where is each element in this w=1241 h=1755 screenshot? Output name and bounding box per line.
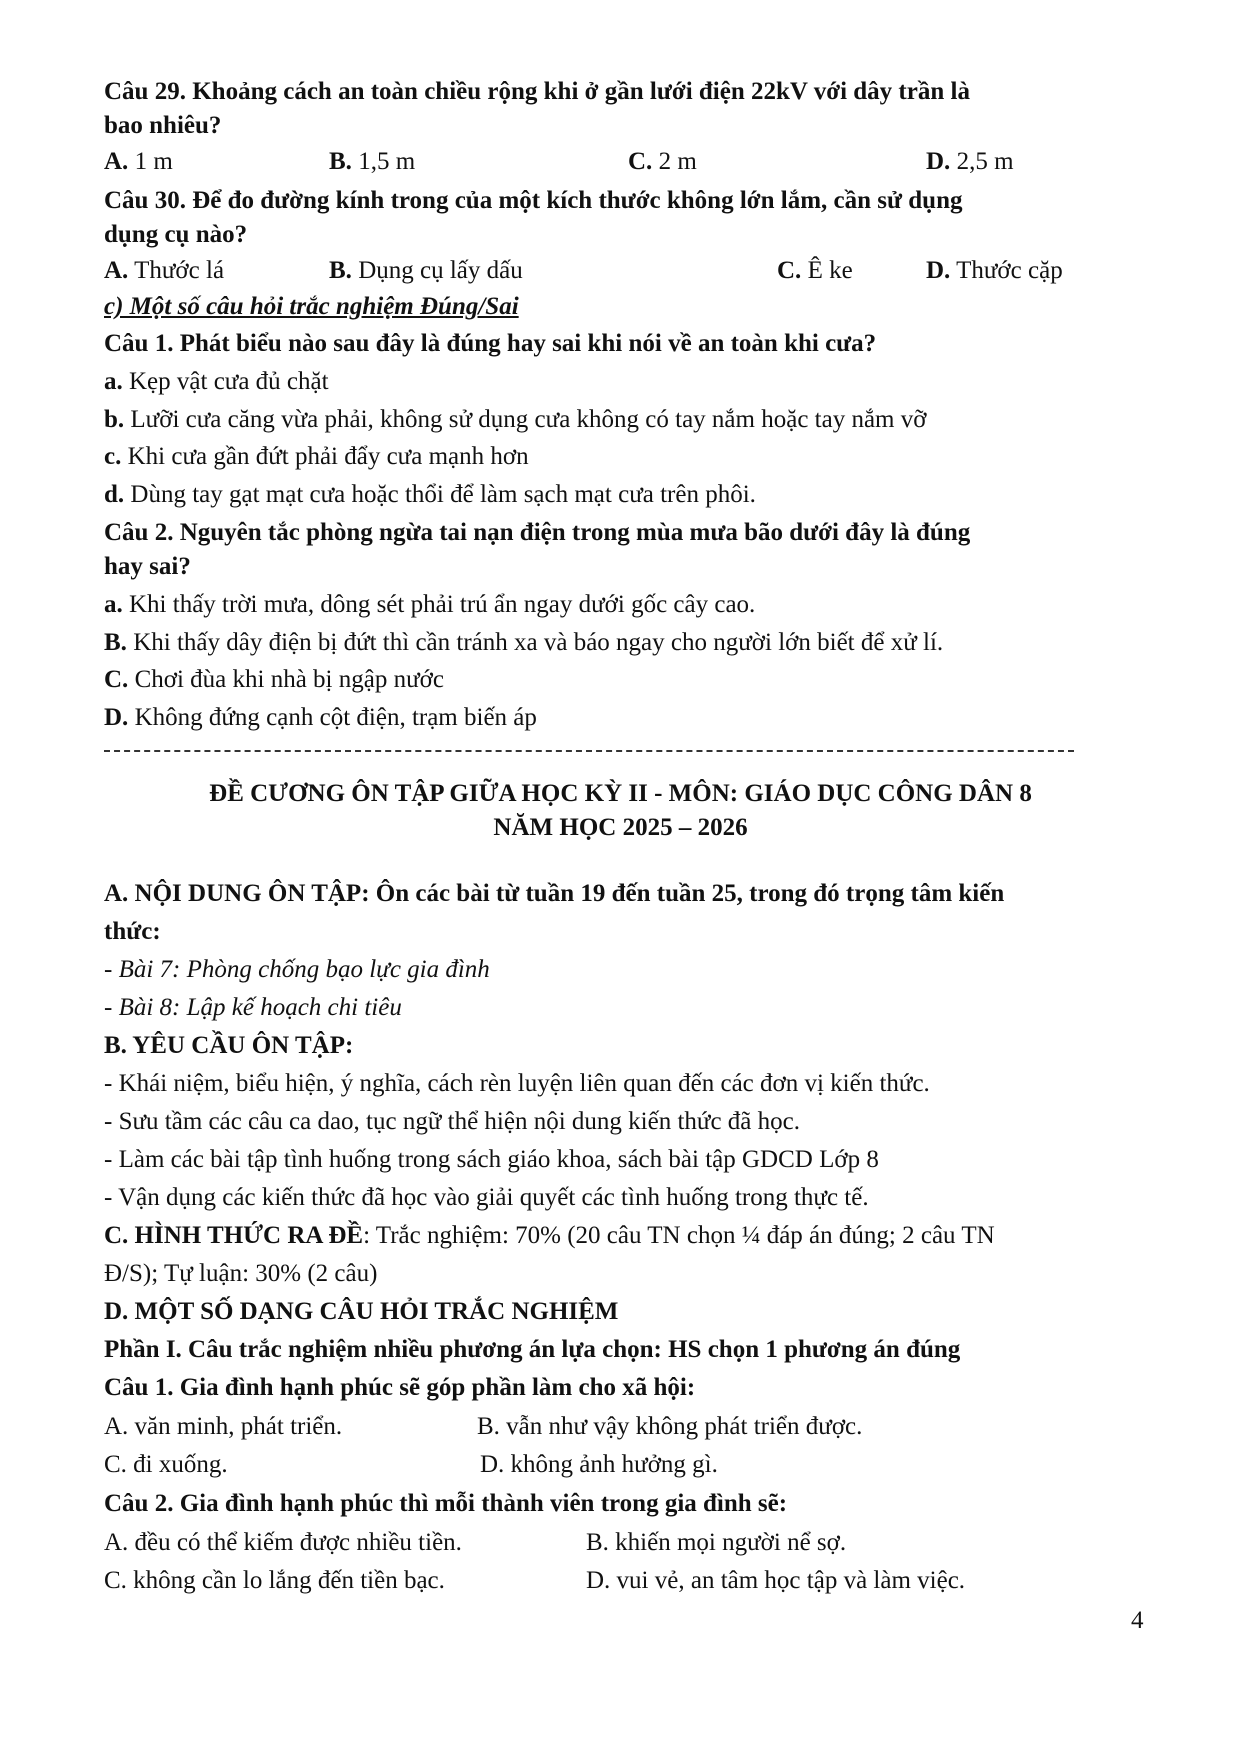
option-d: D. 2,5 m <box>926 148 1014 175</box>
option-c: C. không cần lo lắng đến tiền bạc. <box>104 1567 445 1594</box>
question-29 <box>104 76 970 108</box>
question-text: Khoảng cách an toàn chiều rộng khi ở gần lưới điện 22kV với dây trần là <box>185 78 970 105</box>
tf-question-2-cont: hay sai? <box>104 553 191 580</box>
option-c: C. đi xuống. <box>104 1451 228 1478</box>
requirement-item: - Làm các bài tập tình huống trong sách giáo khoa, sách bài tập GDCD Lớp 8 <box>104 1146 879 1173</box>
lesson-item: - Bài 7: Phòng chống bạo lực gia đình <box>104 956 490 983</box>
section-c-format-cont: Đ/S); Tự luận: 30% (2 câu) <box>104 1260 378 1287</box>
requirement-item: - Vận dụng các kiến thức đã học vào giải quyết các tình huống trong thực tế. <box>104 1184 869 1211</box>
option-b: B. 1,5 m <box>329 148 416 175</box>
option-d: D. không ảnh hưởng gì. <box>480 1451 718 1478</box>
tf-item-c: c. Khi cưa gần đứt phải đẩy cưa mạnh hơn <box>104 443 529 470</box>
requirement-item: - Khái niệm, biểu hiện, ý nghĩa, cách rèn luyện liên quan đến các đơn vị kiến thức. <box>104 1070 930 1097</box>
dashed-divider <box>104 750 1074 752</box>
tf-item-d: D. Không đứng cạnh cột điện, trạm biến áp <box>104 704 537 731</box>
option-d: D. vui vẻ, an tâm học tập và làm việc. <box>586 1567 966 1594</box>
option-a: A. Thước lá <box>104 257 225 284</box>
option-b: B. Dụng cụ lấy dấu <box>329 257 523 284</box>
mc-question-1: Câu 1. Gia đình hạnh phúc sẽ góp phần làm cho xã hội: <box>104 1374 696 1401</box>
page-number: 4 <box>1131 1607 1144 1634</box>
tf-question-2: Câu 2. Nguyên tắc phòng ngừa tai nạn điện trong mùa mưa bão dưới đây là đúng <box>104 519 971 546</box>
option-a: A. đều có thể kiếm được nhiều tiền. <box>104 1529 462 1556</box>
question-30 <box>104 185 963 217</box>
requirement-item: - Sưu tầm các câu ca dao, tục ngữ thể hiện nội dung kiến thức đã học. <box>104 1108 800 1135</box>
option-c: C. Ê ke <box>777 257 853 284</box>
section-b-title: B. YÊU CẦU ÔN TẬP: <box>104 1032 354 1059</box>
question-label: Câu 29. <box>104 78 186 105</box>
section-a-title-cont: thức: <box>104 918 161 945</box>
tf-item-c: C. Chơi đùa khi nhà bị ngập nước <box>104 666 444 693</box>
question-text: Để đo đường kính trong của một kích thước không lớn lắm, cần sử dụng <box>185 187 963 214</box>
tf-question-1: Câu 1. Phát biểu nào sau đây là đúng hay sai khi nói về an toàn khi cưa? <box>104 330 877 357</box>
option-a: A. 1 m <box>104 148 173 175</box>
mc-question-2: Câu 2. Gia đình hạnh phúc thì mỗi thành viên trong gia đình sẽ: <box>104 1490 788 1517</box>
section-d-title: D. MỘT SỐ DẠNG CÂU HỎI TRẮC NGHIỆM <box>104 1298 619 1325</box>
question-text-cont: bao nhiêu? <box>104 112 222 139</box>
school-year: NĂM HỌC 2025 – 2026 <box>493 814 748 841</box>
part-1-title: Phần I. Câu trắc nghiệm nhiều phương án lựa chọn: HS chọn 1 phương án đúng <box>104 1336 961 1363</box>
section-c-title: c) Một số câu hỏi trắc nghiệm Đúng/Sai <box>104 293 519 320</box>
tf-item-b: b. Lưỡi cưa căng vừa phải, không sử dụng cưa không có tay nắm hoặc tay nắm vỡ <box>104 406 927 433</box>
option-a: A. văn minh, phát triển. <box>104 1413 343 1440</box>
tf-item-d: d. Dùng tay gạt mạt cưa hoặc thổi để làm sạch mạt cưa trên phôi. <box>104 481 756 508</box>
page-title: ĐỀ CƯƠNG ÔN TẬP GIỮA HỌC KỲ II - MÔN: GIÁO DỤC CÔNG DÂN 8 <box>209 780 1032 807</box>
option-c: C. 2 m <box>628 148 697 175</box>
section-c-format: C. HÌNH THỨC RA ĐỀ: Trắc nghiệm: 70% (20 câu TN chọn ¼ đáp án đúng; 2 câu TN <box>104 1222 995 1249</box>
lesson-item: - Bài 8: Lập kế hoạch chi tiêu <box>104 994 402 1021</box>
section-a-title: A. NỘI DUNG ÔN TẬP: Ôn các bài từ tuần 19 đến tuần 25, trong đó trọng tâm kiến <box>104 880 1005 907</box>
tf-item-a: a. Khi thấy trời mưa, dông sét phải trú ẩn ngay dưới gốc cây cao. <box>104 591 756 618</box>
tf-item-b: B. Khi thấy dây điện bị đứt thì cần tránh xa và báo ngay cho người lớn biết để xử lí. <box>104 629 944 656</box>
option-d: D. Thước cặp <box>926 257 1063 284</box>
question-label: Câu 30. <box>104 187 186 214</box>
option-b: B. khiến mọi người nể sợ. <box>586 1529 847 1556</box>
question-text-cont: dụng cụ nào? <box>104 221 248 248</box>
option-b: B. vẫn như vậy không phát triển được. <box>477 1413 863 1440</box>
tf-item-a: a. Kẹp vật cưa đủ chặt <box>104 368 329 395</box>
